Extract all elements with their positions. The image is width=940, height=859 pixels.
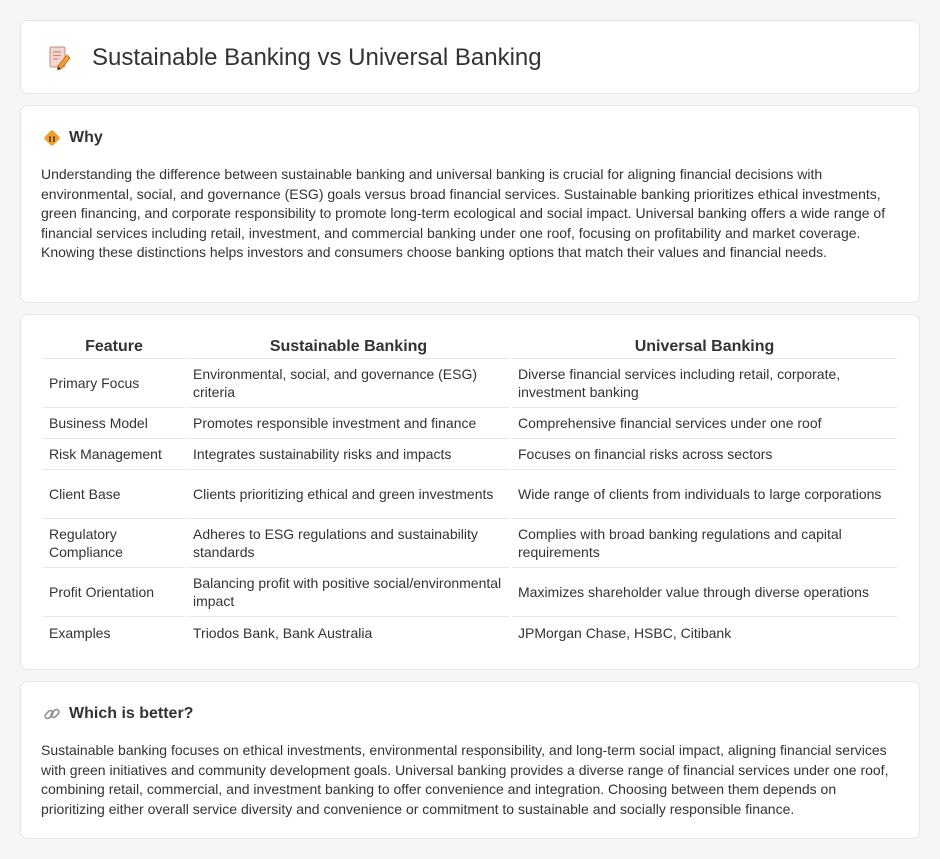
table-row xyxy=(43,470,897,519)
universal-cell: JPMorgan Chase, HSBC, Citibank xyxy=(518,624,732,641)
feature-cell: Client Base xyxy=(43,470,185,519)
title-card xyxy=(20,20,920,94)
universal-cell: Wide range of clients from individuals to large corporations xyxy=(512,470,897,519)
universal-cell: Complies with broad banking regulations and capital requirements xyxy=(512,519,897,568)
document-pencil-icon xyxy=(47,45,71,71)
sustainable-cell: Adheres to ESG regulations and sustainability standards xyxy=(187,519,510,568)
feature-cell: Primary Focus xyxy=(43,359,185,408)
feature-cell: Risk Management xyxy=(43,439,185,470)
comparison-section xyxy=(20,314,920,670)
table-row xyxy=(43,617,897,648)
sustainable-cell: Clients prioritizing ethical and green investments xyxy=(187,470,510,519)
feature-cell: Profit Orientation xyxy=(43,568,185,617)
universal-cell: Diverse financial services including retail, corporate, investment banking xyxy=(512,359,897,408)
sustainable-cell: Triodos Bank, Bank Australia xyxy=(193,624,373,641)
table-row xyxy=(43,408,897,439)
why-heading xyxy=(43,127,103,149)
link-icon xyxy=(43,705,61,723)
table-row xyxy=(43,519,897,568)
table-row xyxy=(43,568,897,617)
table-row xyxy=(43,439,897,470)
sustainable-cell: Balancing profit with positive social/environmental impact xyxy=(187,568,510,617)
comparison-table xyxy=(41,336,899,648)
feature-cell: Business Model xyxy=(43,408,185,439)
header-feature: Feature xyxy=(43,336,185,359)
why-text: Understanding the difference between sustainable banking and universal banking is crucial for aligning financial decisions with environmental, social, and governance (ESG) goals versus broad financial services. Sustainable banking prioritizes ethical investments, green financing, and corporate responsibility to promote long-term ecological and social impact. Universal banking offers a wide range of financial services including retail, investment, and commercial banking under one roof, focusing on profitability and market coverage. Knowing these distinctions helps investors and consumers choose banking options that match their values and financial needs. xyxy=(41,166,886,260)
sustainable-cell: Environmental, social, and governance (ESG) criteria xyxy=(187,359,510,408)
feature-cell: Examples xyxy=(49,624,111,641)
which-better-section xyxy=(20,681,920,839)
universal-cell: Maximizes shareholder value through diverse operations xyxy=(512,568,897,617)
universal-cell: Focuses on financial risks across sectors xyxy=(512,439,897,470)
why-section xyxy=(20,105,920,303)
feature-cell: Regulatory Compliance xyxy=(43,519,185,568)
sustainable-cell: Promotes responsible investment and finance xyxy=(187,408,510,439)
why-title: Why xyxy=(69,129,103,146)
universal-cell: Comprehensive financial services under one roof xyxy=(512,408,897,439)
header-sustainable: Sustainable Banking xyxy=(187,336,510,359)
table-row xyxy=(43,359,897,408)
table-header-row xyxy=(43,336,897,359)
page-title: Sustainable Banking vs Universal Banking xyxy=(92,44,542,71)
sustainable-cell: Integrates sustainability risks and impacts xyxy=(187,439,510,470)
which-better-title: Which is better? xyxy=(69,705,194,722)
header-universal: Universal Banking xyxy=(512,336,897,359)
which-better-text: Sustainable banking focuses on ethical investments, environmental responsibility, and long-term social impact, aligning financial services with green initiatives and community development goals. Universal banking provides a diverse range of financial services under one roof, combining retail, commercial, and investment banking to offer convenience and integration. Choosing between them depends on prioritizing either overall service diversity and convenience or commitment to sustainable and socially responsible finance. xyxy=(41,742,889,817)
which-better-heading xyxy=(43,703,193,725)
diamond-warning-icon xyxy=(43,129,61,147)
